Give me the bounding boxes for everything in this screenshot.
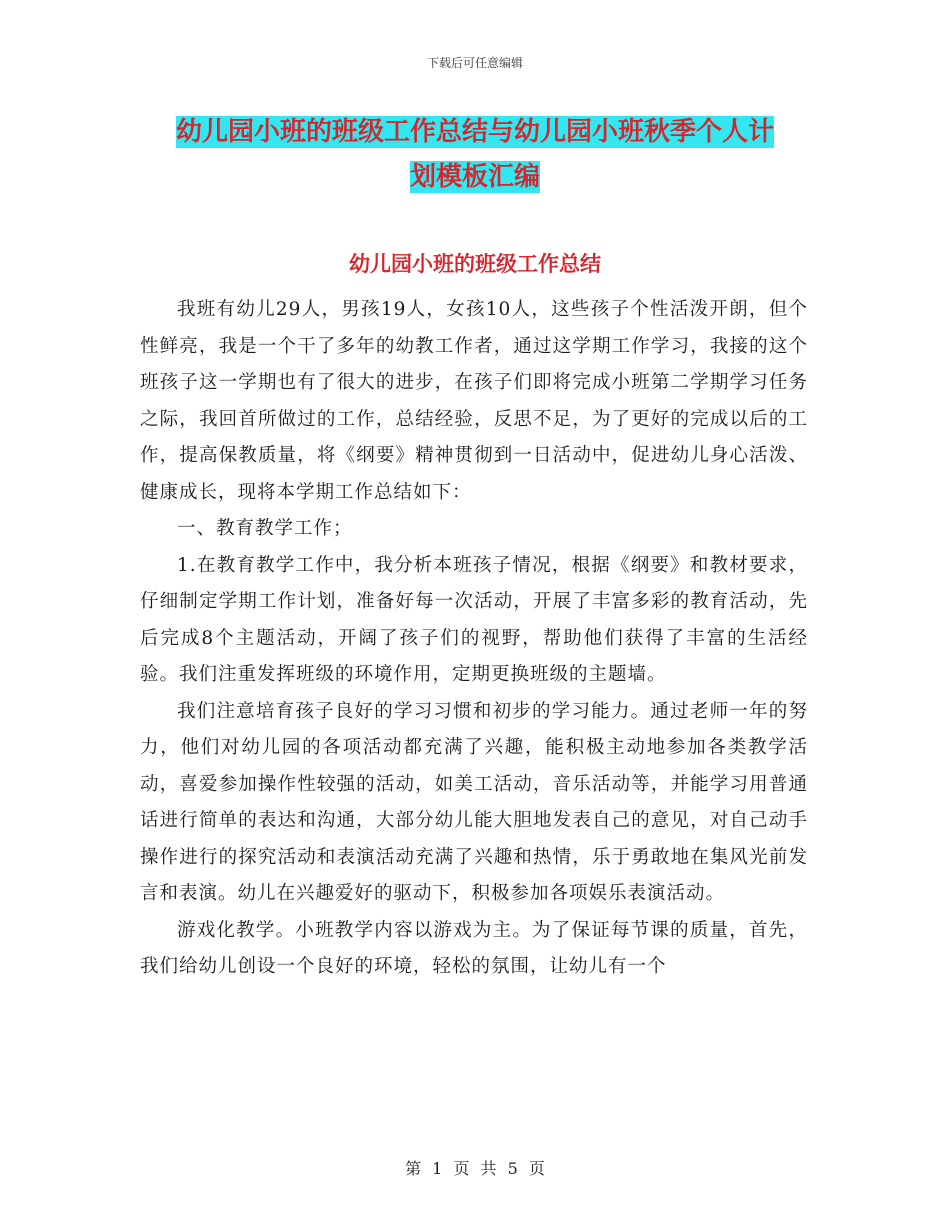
document-body [140,292,808,986]
title-line-2: 划模板汇编 [409,162,540,192]
paragraph-teaching-work: 1.在教育教学工作中，我分析本班孩子情况，根据《纲要》和教材要求，仔细制定学期工作计划，准备好每一次活动，开展了丰富多彩的教育活动，先后完成8个主题活动，开阔了孩子们的视野，帮助他们获得了丰富的生活经验。我们注重发挥班级的环境作用，定期更换班级的主题墙。 [140,554,808,685]
section-heading: 幼儿园小班的班级工作总结 [349,252,601,276]
document-title [150,110,800,200]
paragraph-section-one-heading: 一、教育教学工作； [177,518,353,539]
paragraph-learning-habits: 我们注意培育孩子良好的学习习惯和初步的学习能力。通过老师一年的努力，他们对幼儿园的各项活动都充满了兴趣，能积极主动地参加各类教学活动，喜爱参加操作性较强的活动，如美工活动，音乐活动等，并能学习用普通话进行简单的表达和沟通，大部分幼儿能大胆地发表自己的意见，对自己动手操作进行的探究活动和表演活动充满了兴趣和热情，乐于勇敢地在集风光前发言和表演。幼儿在兴趣爱好的驱动下，积极参加各项娱乐表演活动。 [140,700,808,904]
paragraph-game-teaching: 游戏化教学。小班教学内容以游戏为主。为了保证每节课的质量，首先，我们给幼儿创设一个良好的环境，轻松的氛围，让幼儿有一个 [140,919,808,977]
title-line-1: 幼儿园小班的班级工作总结与幼儿园小班秋季个人计 [175,117,774,147]
header-note: 下载后可任意编辑 [426,56,523,70]
page-footer: 第 1 页 共 5 页 [405,1159,545,1178]
paragraph-intro: 我班有幼儿29人，男孩19人，女孩10人，这些孩子个性活泼开朗，但个性鲜亮，我是一个干了多年的幼教工作者，通过这学期工作学习，我接的这个班孩子这一学期也有了很大的进步，在孩子们即将完成小班第二学期学习任务之际，我回首所做过的工作，总结经验，反思不足，为了更好的完成以后的工作，提高保教质量，将《纲要》精神贯彻到一日活动中，促进幼儿身心活泼、健康成长，现将本学期工作总结如下： [140,299,808,503]
